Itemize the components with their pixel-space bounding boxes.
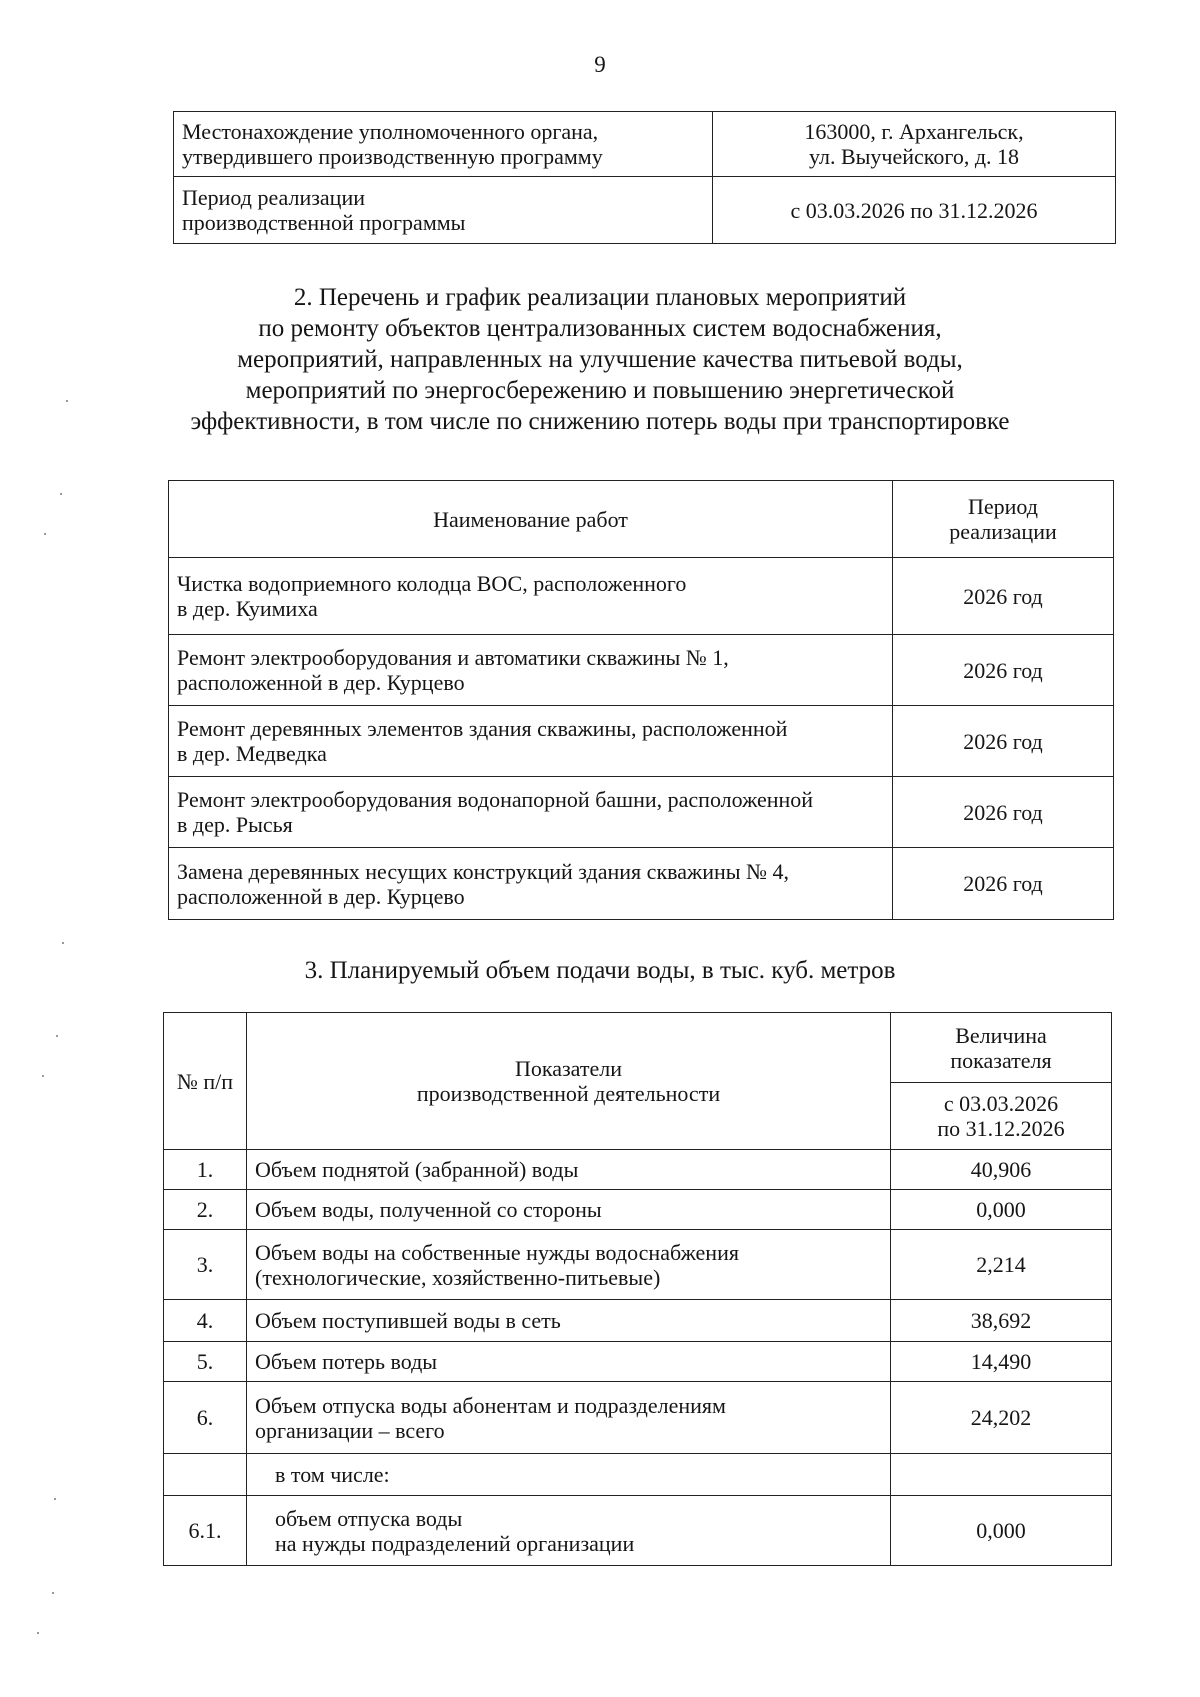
cell-line: расположенной в дер. Курцево xyxy=(177,883,465,909)
table-row xyxy=(164,1342,1112,1382)
info-value-line: ул. Выучейского, д. 18 xyxy=(808,144,1020,169)
period-header xyxy=(891,1083,1112,1150)
header-line: Показатели xyxy=(514,1056,623,1081)
value-cell: 40,906 xyxy=(891,1150,1112,1190)
cell-line: Чистка водоприемного колодца ВОС, расположенного xyxy=(177,571,687,596)
value-cell: 0,000 xyxy=(891,1190,1112,1230)
scan-speck xyxy=(37,1632,39,1634)
table-row xyxy=(169,635,1114,706)
value-cell: 2,214 xyxy=(891,1230,1112,1300)
scan-speck xyxy=(52,1592,54,1594)
water-volume-table xyxy=(163,1012,1112,1566)
table-header-row xyxy=(164,1013,1112,1083)
header-line: по 31.12.2026 xyxy=(937,1116,1065,1141)
works-period-cell: 2026 год xyxy=(893,635,1114,706)
works-period-header xyxy=(893,481,1114,558)
header-line: с 03.03.2026 xyxy=(943,1091,1059,1116)
cell-line: в дер. Медведка xyxy=(177,741,327,766)
info-label-line: Период реализации xyxy=(182,185,366,210)
table-row xyxy=(164,1150,1112,1190)
scan-speck xyxy=(54,1498,56,1500)
works-schedule-table xyxy=(168,480,1114,920)
value-cell: 0,000 xyxy=(891,1496,1112,1566)
table-row xyxy=(164,1382,1112,1454)
info-label-cell xyxy=(174,112,713,177)
header-line: реализации xyxy=(949,519,1057,544)
indicator-cell xyxy=(247,1382,891,1454)
indicator-cell: в том числе: xyxy=(247,1454,891,1496)
heading-line: эффективности, в том числе по снижению потерь воды при транспортировке xyxy=(190,408,1010,435)
page-number: 9 xyxy=(594,52,606,77)
info-label-line: производственной программы xyxy=(182,210,466,235)
cell-line: Объем воды на собственные нужды водоснабжения xyxy=(255,1239,739,1265)
heading-line: по ремонту объектов централизованных систем водоснабжения, xyxy=(258,315,942,342)
section-2-heading xyxy=(0,282,1200,437)
info-value-line: 163000, г. Архангельск, xyxy=(804,119,1024,144)
table-row xyxy=(164,1230,1112,1300)
header-line: Период xyxy=(968,494,1038,519)
cell-line: объем отпуска воды xyxy=(275,1505,463,1531)
cell-line: Замена деревянных несущих конструкций здания скважины № 4, xyxy=(177,858,790,884)
works-name-cell xyxy=(169,777,893,848)
indicator-cell: Объем потерь воды xyxy=(247,1342,891,1382)
row-num: 6. xyxy=(164,1382,247,1454)
section-3-heading: 3. Планируемый объем подачи воды, в тыс. куб. метров xyxy=(304,957,896,984)
row-num: 1. xyxy=(164,1150,247,1190)
scan-speck xyxy=(66,400,68,402)
row-num: 5. xyxy=(164,1342,247,1382)
cell-line: в дер. Рысья xyxy=(177,812,293,837)
table-row xyxy=(169,777,1114,848)
info-label-line: утвердившего производственную программу xyxy=(182,144,603,169)
works-name-cell xyxy=(169,635,893,706)
info-value-cell xyxy=(713,112,1116,177)
info-value-line: с 03.03.2026 по 31.12.2026 xyxy=(790,197,1038,223)
works-period-cell: 2026 год xyxy=(893,848,1114,920)
value-header xyxy=(891,1013,1112,1083)
info-value-cell xyxy=(713,177,1116,244)
table-row xyxy=(169,706,1114,777)
scan-speck xyxy=(56,1035,58,1037)
works-period-cell: 2026 год xyxy=(893,558,1114,635)
table-row xyxy=(174,177,1116,244)
works-name-header: Наименование работ xyxy=(169,481,893,558)
table-row xyxy=(164,1496,1112,1566)
works-name-cell xyxy=(169,558,893,635)
cell-line: расположенной в дер. Курцево xyxy=(177,670,465,695)
value-cell: 24,202 xyxy=(891,1382,1112,1454)
info-label-cell xyxy=(174,177,713,244)
indicator-header xyxy=(247,1013,891,1150)
works-name-cell xyxy=(169,706,893,777)
works-period-cell: 2026 год xyxy=(893,777,1114,848)
heading-line: мероприятий, направленных на улучшение качества питьевой воды, xyxy=(237,346,963,373)
header-line: производственной деятельности xyxy=(416,1081,721,1106)
table-row xyxy=(174,112,1116,177)
cell-line: в дер. Куимиха xyxy=(177,596,318,621)
heading-line: мероприятий по энергосбережению и повышению энергетической xyxy=(245,377,955,404)
row-num: 6.1. xyxy=(164,1496,247,1566)
table-row xyxy=(164,1454,1112,1496)
row-num xyxy=(164,1454,247,1496)
indicator-cell: Объем воды, полученной со стороны xyxy=(247,1190,891,1230)
cell-line: Ремонт деревянных элементов здания скважины, расположенной xyxy=(177,716,788,741)
heading-line: 2. Перечень и график реализации плановых мероприятий xyxy=(293,284,907,311)
indicator-cell xyxy=(247,1230,891,1300)
table-row xyxy=(164,1190,1112,1230)
table-row xyxy=(164,1300,1112,1342)
cell-line: Объем отпуска воды абонентам и подразделениям xyxy=(255,1392,726,1418)
scan-speck xyxy=(60,493,62,495)
indicator-cell xyxy=(247,1496,891,1566)
cell-line: организации – всего xyxy=(255,1417,445,1443)
works-name-cell xyxy=(169,848,893,920)
header-line: показателя xyxy=(950,1047,1052,1073)
indicator-cell: Объем поступившей воды в сеть xyxy=(247,1300,891,1342)
cell-line: Ремонт электрооборудования и автоматики скважины № 1, xyxy=(177,645,729,670)
works-period-cell: 2026 год xyxy=(893,706,1114,777)
cell-line: (технологические, хозяйственно-питьевые) xyxy=(255,1264,661,1290)
header-line: Величина xyxy=(955,1022,1047,1048)
value-cell: 14,490 xyxy=(891,1342,1112,1382)
table-row xyxy=(169,848,1114,920)
cell-line: Ремонт электрооборудования водонапорной башни, расположенной xyxy=(177,787,814,812)
indicator-cell: Объем поднятой (забранной) воды xyxy=(247,1150,891,1190)
row-num: 2. xyxy=(164,1190,247,1230)
row-num: 4. xyxy=(164,1300,247,1342)
value-cell xyxy=(891,1454,1112,1496)
scan-speck xyxy=(44,533,46,535)
program-info-table xyxy=(173,111,1116,244)
value-cell: 38,692 xyxy=(891,1300,1112,1342)
scan-speck xyxy=(42,1075,44,1077)
table-row xyxy=(169,558,1114,635)
table-header-row xyxy=(169,481,1114,558)
scan-speck xyxy=(62,942,64,944)
info-label-line: Местонахождение уполномоченного органа, xyxy=(182,119,599,144)
row-num: 3. xyxy=(164,1230,247,1300)
num-header: № п/п xyxy=(164,1013,247,1150)
cell-line: на нужды подразделений организации xyxy=(275,1530,635,1556)
